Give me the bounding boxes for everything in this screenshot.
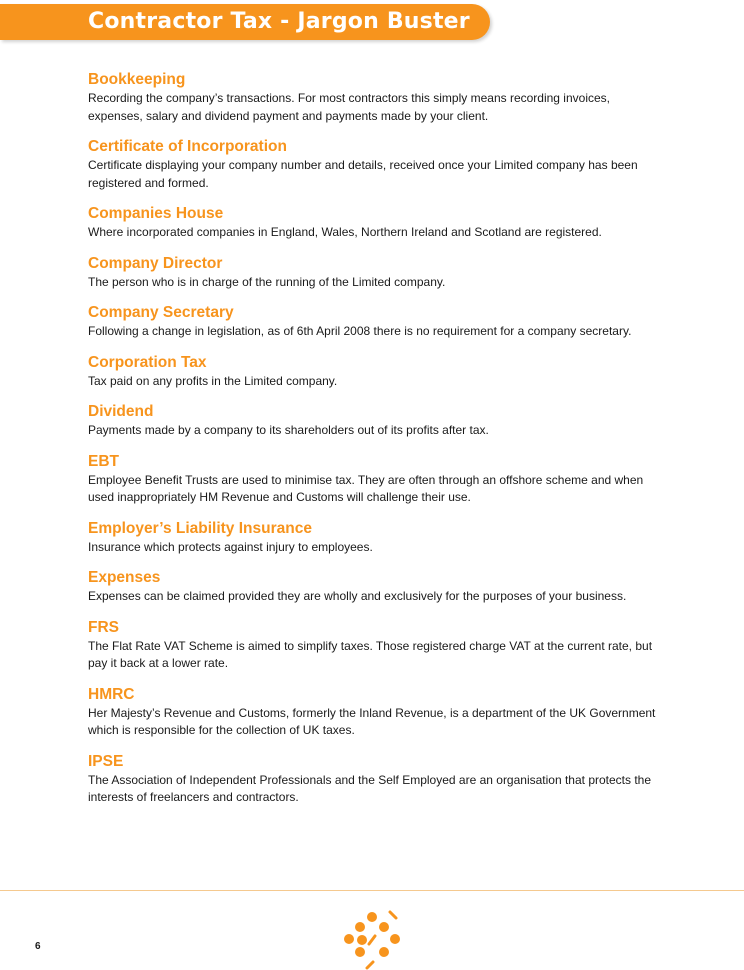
term-title: Company Director — [88, 254, 223, 272]
term-title: HMRC — [88, 685, 135, 703]
term-title: Corporation Tax — [88, 353, 207, 371]
term-definition: Recording the company’s transactions. For most contractors this simply means recording invoices, expenses, salary and dividend payment and payments made by your client. — [88, 91, 610, 123]
term-definition: Certificate displaying your company number and details, received once your Limited company has been registered and formed. — [88, 158, 638, 190]
glossary — [88, 70, 668, 819]
glossary-entry — [88, 402, 668, 440]
glossary-entry — [88, 685, 668, 740]
term-title: Company Secretary — [88, 304, 234, 321]
term-title: EBT — [88, 452, 119, 470]
glossary-entry — [88, 618, 668, 673]
term-definition: Employee Benefit Trusts are used to minimise tax. They are often through an offshore scheme and when used inappropriately HM Revenue and Customs will challenge their use. — [88, 472, 644, 504]
glossary-entry — [88, 568, 668, 606]
term-definition: Expenses can be claimed provided they are wholly and exclusively for the purposes of your business. — [88, 589, 627, 603]
term-definition: The Flat Rate VAT Scheme is aimed to simplify taxes. Those registered charge VAT at the current rate, but pay it back at a lower rate. — [88, 638, 653, 670]
glossary-entry — [88, 303, 668, 341]
term-definition: Insurance which protects against injury to employees. — [88, 539, 373, 554]
term-definition: Following a change in legislation, as of 6th April 2008 there is no requirement for a company secretary. — [88, 324, 632, 338]
term-title: Certificate of Incorporation — [88, 138, 287, 155]
term-definition: Where incorporated companies in England, Wales, Northern Ireland and Scotland are registered. — [88, 225, 602, 239]
glossary-entry — [88, 519, 668, 557]
term-title: FRS — [88, 618, 119, 636]
dot-logo-icon — [340, 908, 404, 970]
term-definition: Payments made by a company to its shareholders out of its profits after tax. — [88, 423, 489, 437]
glossary-entry — [88, 452, 668, 507]
term-title: Expenses — [88, 569, 161, 586]
term-definition: Her Majesty’s Revenue and Customs, formerly the Inland Revenue, is a department of the UK Government which is responsible for the collection of UK taxes. — [88, 705, 656, 737]
term-title: Companies House — [88, 205, 224, 222]
term-title: Dividend — [88, 403, 154, 420]
term-title: IPSE — [88, 752, 124, 770]
glossary-entry — [88, 254, 668, 292]
glossary-entry — [88, 204, 668, 242]
glossary-entry — [88, 70, 668, 125]
page-title: Contractor Tax - Jargon Buster — [88, 9, 470, 34]
term-title: Employer’s Liability Insurance — [88, 519, 312, 537]
footer-divider — [0, 890, 744, 891]
term-title: Bookkeeping — [88, 71, 186, 88]
term-definition: The Association of Independent Professionals and the Self Employed are an organisation that protects the interests of freelancers and contractors. — [88, 772, 652, 804]
term-definition: The person who is in charge of the running of the Limited company. — [88, 274, 446, 289]
glossary-entry — [88, 353, 668, 391]
glossary-entry — [88, 137, 668, 192]
page-number: 6 — [35, 941, 41, 952]
glossary-entry — [88, 752, 668, 807]
term-definition: Tax paid on any profits in the Limited company. — [88, 373, 338, 388]
